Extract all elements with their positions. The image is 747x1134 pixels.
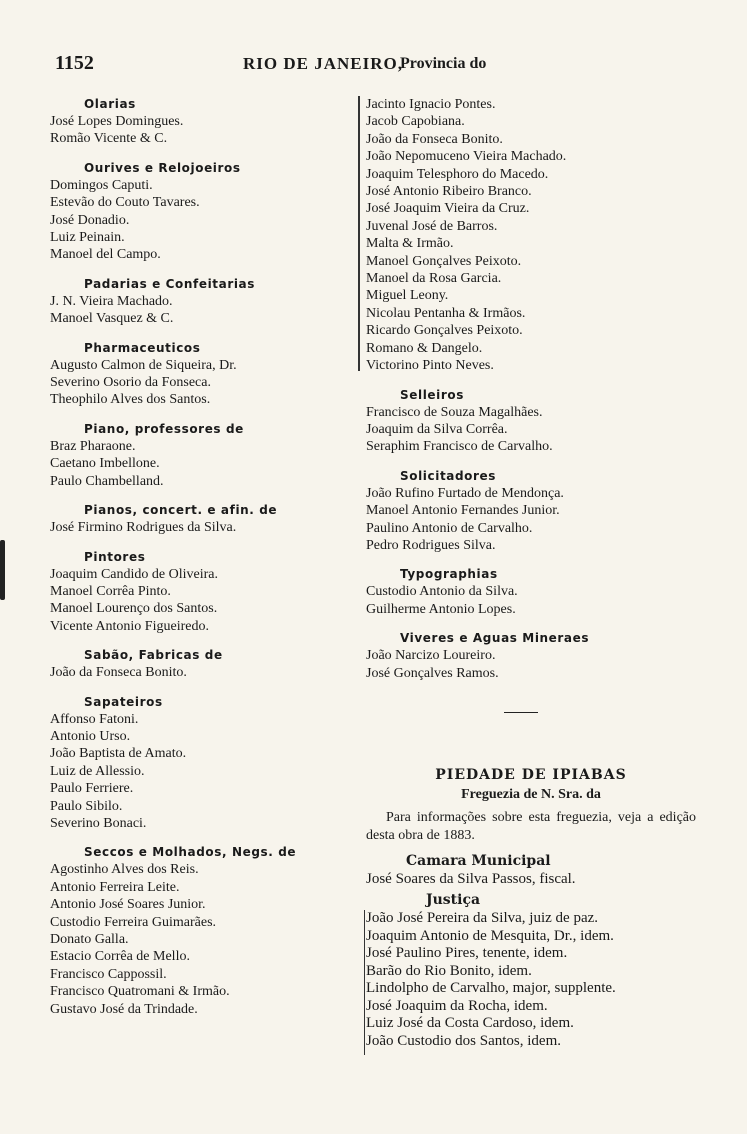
directory-entry: José Lopes Domingues.: [50, 114, 184, 129]
left-column: [50, 96, 350, 1018]
directory-entry: Donato Galla.: [50, 932, 129, 947]
directory-entry: Paulo Chambelland.: [50, 473, 164, 489]
directory-entry: J. N. Vieira Machado.: [50, 293, 173, 309]
justica-entry: João Custodio dos Santos, idem.: [366, 1032, 562, 1049]
directory-entry: Affonso Fatoni.: [50, 711, 139, 727]
section-heading: Pintores: [84, 549, 146, 564]
section-heading: Typographias: [400, 567, 498, 582]
page-edge-mark: [0, 540, 5, 600]
directory-entry: João Baptista de Amato.: [50, 746, 187, 762]
justica-entry: Luiz José da Costa Cardoso, idem.: [366, 1015, 574, 1032]
justica-entry: João José Pereira da Silva, juiz de paz.: [366, 910, 599, 927]
column-rule-lower: [364, 910, 365, 1055]
directory-entry: Theophilo Alves dos Santos.: [50, 392, 211, 408]
justica-entry: Joaquim Antonio de Mesquita, Dr., idem.: [366, 927, 614, 944]
directory-entry: Gustavo José da Trindade.: [50, 1001, 198, 1017]
page-number: 1152: [55, 52, 94, 74]
directory-entry: Caetano Imbellone.: [50, 456, 160, 472]
directory-entry: Estevão do Couto Tavares.: [50, 195, 200, 211]
directory-entry: Jacinto Ignacio Pontes.: [366, 97, 496, 112]
justica-entry: José Paulino Pires, tenente, idem.: [366, 945, 568, 962]
directory-entry: Custodio Ferreira Guimarães.: [50, 914, 217, 930]
justica-entry: Lindolpho de Carvalho, major, supplente.: [366, 980, 616, 997]
directory-entry: Manoel del Campo.: [50, 247, 161, 263]
page-header: [55, 52, 695, 80]
directory-entry: Joaquim Telesphoro do Macedo.: [366, 166, 549, 182]
directory-entry: José Firmino Rodrigues da Silva.: [50, 520, 237, 536]
piedade-paragraph: Para informações sobre esta freguezia, veja a edição desta obra de 1883.: [366, 809, 696, 843]
directory-entry: Manoel Vasquez & C.: [50, 311, 174, 327]
piedade-subtitle: Freguezia de N. Sra. da: [461, 786, 601, 802]
section-heading: Piano, professores de: [84, 421, 244, 436]
directory-entry: Joaquim Candido de Oliveira.: [50, 566, 218, 582]
directory-entry: Romano & Dangelo.: [366, 340, 483, 356]
directory-entry: Braz Pharaone.: [50, 438, 136, 454]
directory-entry: José Gonçalves Ramos.: [366, 665, 499, 681]
section-heading: Olarias: [84, 97, 136, 111]
directory-entry: João da Fonseca Bonito.: [50, 665, 187, 681]
justica-heading: Justiça: [426, 892, 481, 909]
justica-entry: Barão do Rio Bonito, idem.: [366, 962, 532, 979]
directory-entry: Miguel Leony.: [366, 288, 449, 304]
running-subtitle: Provincia do: [400, 55, 487, 72]
directory-entry: João da Fonseca Bonito.: [366, 131, 503, 147]
right-sections: [366, 387, 696, 682]
directory-entry: Paulo Ferriere.: [50, 781, 134, 797]
directory-entry: José Antonio Ribeiro Branco.: [366, 184, 532, 200]
section-heading: Sabão, Fabricas de: [84, 648, 223, 663]
directory-entry: Vicente Antonio Figueiredo.: [50, 618, 209, 634]
directory-entry: Manoel da Rosa Garcia.: [366, 271, 502, 287]
column-rule: [358, 96, 360, 371]
section-heading: Seccos e Molhados, Negs. de: [84, 845, 297, 860]
section-heading: Ourives e Relojoeiros: [84, 160, 241, 175]
camara-entry: José Soares da Silva Passos, fiscal.: [366, 870, 576, 887]
directory-entry: Seraphim Francisco de Carvalho.: [366, 439, 553, 455]
directory-entry: Custodio Antonio da Silva.: [366, 584, 518, 600]
section-heading: Padarias e Confeitarias: [84, 276, 255, 291]
directory-entry: Nicolau Pentanha & Irmãos.: [366, 305, 526, 321]
directory-entry: Juvenal José de Barros.: [366, 218, 498, 234]
directory-entry: Severino Osorio da Fonseca.: [50, 375, 211, 391]
section-heading: Sapateiros: [84, 694, 163, 709]
directory-entry: Antonio Urso.: [50, 728, 131, 744]
directory-entry: Domingos Caputi.: [50, 177, 153, 193]
section-heading: Pharmaceuticos: [84, 340, 201, 355]
justica-entry: José Joaquim da Rocha, idem.: [366, 997, 548, 1014]
directory-entry: Antonio José Soares Junior.: [50, 897, 206, 913]
camara-heading: Camara Municipal: [406, 852, 551, 869]
directory-entry: João Nepomuceno Vieira Machado.: [366, 149, 567, 165]
directory-entry: Francisco Quatromani & Irmão.: [50, 984, 230, 1000]
justica-list: [366, 910, 696, 1050]
continued-list: [366, 96, 696, 375]
directory-entry: Agostinho Alves dos Reis.: [50, 862, 199, 878]
section-separator: [504, 712, 538, 713]
section-heading: Solicitadores: [400, 468, 497, 483]
directory-entry: Luiz Peinain.: [50, 230, 125, 246]
piedade-title: PIEDADE DE IPIABAS: [435, 766, 627, 783]
directory-entry: Francisco de Souza Magalhães.: [366, 404, 543, 420]
section-heading: Viveres e Aguas Mineraes: [400, 631, 590, 646]
directory-entry: Francisco Cappossil.: [50, 966, 167, 982]
directory-entry: João Narcizo Loureiro.: [366, 648, 496, 664]
directory-entry: João Rufino Furtado de Mendonça.: [366, 485, 564, 501]
directory-entry: Ricardo Gonçalves Peixoto.: [366, 323, 523, 339]
directory-entry: Joaquim da Silva Corrêa.: [366, 421, 508, 437]
directory-entry: Victorino Pinto Neves.: [366, 358, 494, 374]
right-column: [366, 96, 696, 1050]
directory-entry: Severino Bonaci.: [50, 815, 147, 831]
directory-entry: Manoel Corrêa Pinto.: [50, 583, 171, 599]
directory-entry: Pedro Rodrigues Silva.: [366, 537, 496, 553]
directory-entry: Romão Vicente & C.: [50, 131, 168, 147]
directory-entry: Manoel Lourenço dos Santos.: [50, 601, 218, 617]
section-heading: Selleiros: [400, 387, 464, 402]
directory-entry: Manoel Antonio Fernandes Junior.: [366, 503, 560, 519]
directory-entry: Estacio Corrêa de Mello.: [50, 949, 190, 965]
directory-entry: José Joaquim Vieira da Cruz.: [366, 201, 530, 217]
directory-entry: Guilherme Antonio Lopes.: [366, 601, 516, 617]
section-heading: Pianos, concert. e afin. de: [84, 503, 278, 518]
directory-entry: Augusto Calmon de Siqueira, Dr.: [50, 357, 237, 373]
running-title: RIO DE JANEIRO,: [243, 54, 403, 73]
directory-entry: Luiz de Allessio.: [50, 763, 145, 779]
directory-entry: Paulino Antonio de Carvalho.: [366, 520, 533, 536]
directory-entry: Paulo Sibilo.: [50, 798, 123, 814]
directory-entry: José Donadio.: [50, 212, 130, 228]
directory-entry: Antonio Ferreira Leite.: [50, 879, 180, 895]
directory-entry: Malta & Irmão.: [366, 236, 454, 252]
directory-entry: Manoel Gonçalves Peixoto.: [366, 253, 522, 269]
directory-entry: Jacob Capobiana.: [366, 114, 465, 130]
